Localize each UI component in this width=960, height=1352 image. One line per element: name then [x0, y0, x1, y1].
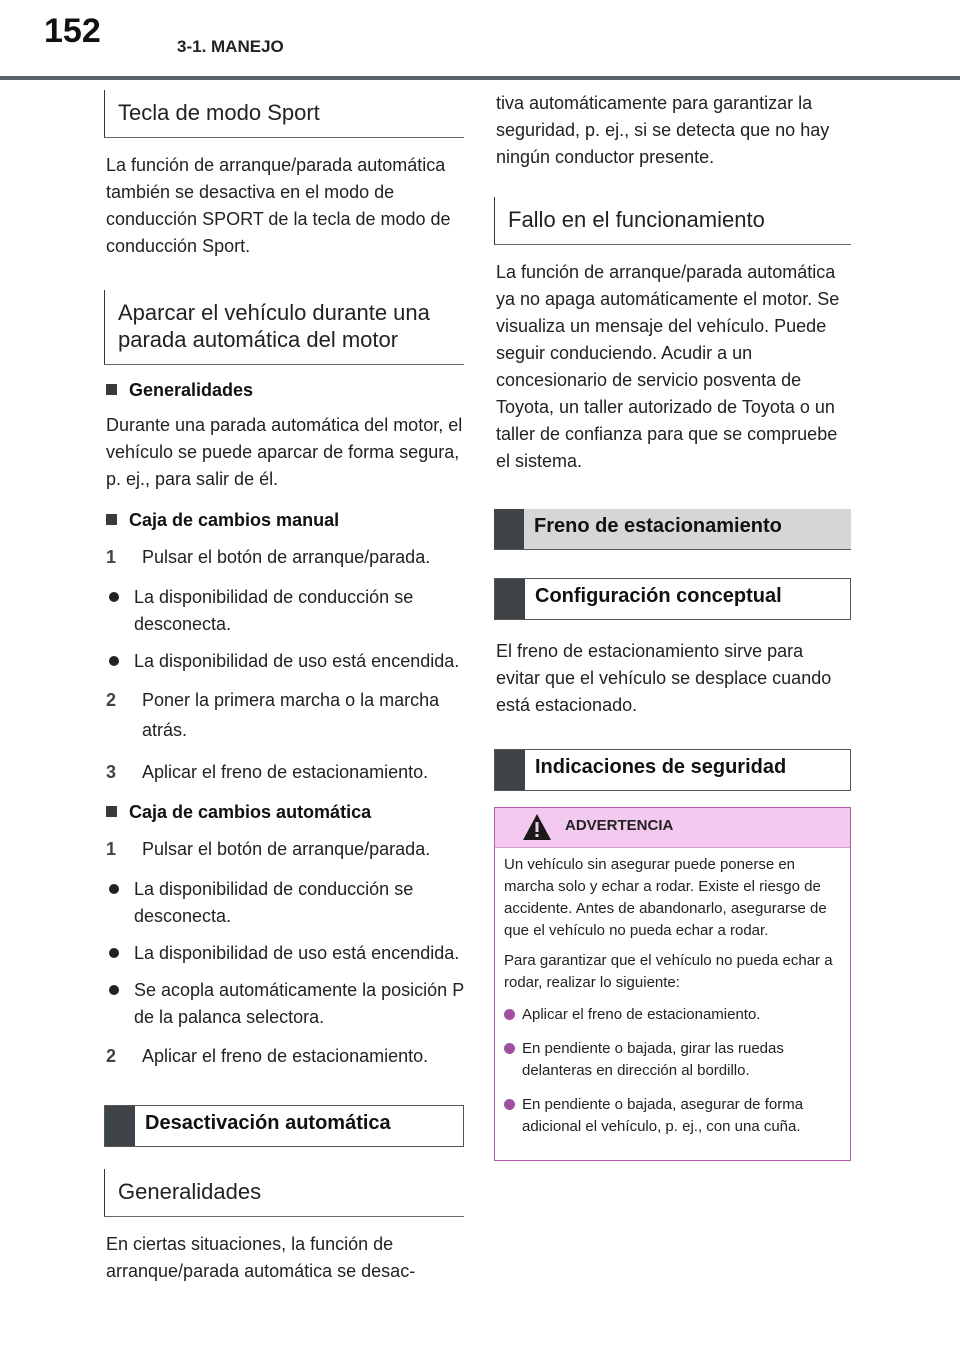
general-title-text: Generalidades	[129, 380, 254, 400]
continued-text: tiva automáticamente para garantizar la seguridad, p. ej., si se detecta que no hay ningún conductor presente.	[496, 93, 830, 167]
step-text: Aplicar el freno de estacionamiento.	[142, 1046, 429, 1066]
auto-title-text: Caja de cambios automática	[129, 802, 372, 822]
warning-triangle-icon	[522, 813, 552, 841]
step-number: 1	[106, 547, 117, 567]
section-title: 3-1. MANEJO	[177, 37, 284, 56]
manual-transmission-title	[106, 507, 464, 534]
manual-step	[106, 685, 464, 745]
heading-bar	[495, 579, 525, 619]
heading-bar	[495, 750, 525, 790]
bullet-dot-icon	[109, 884, 119, 894]
right-column	[494, 90, 851, 1161]
safety-heading	[494, 749, 851, 791]
left-column	[104, 90, 464, 1299]
bullet-dot-icon	[109, 592, 119, 602]
manual-bullet	[106, 648, 464, 675]
step-text: Pulsar el botón de arranque/parada.	[142, 839, 431, 859]
heading-text: Configuración conceptual	[535, 585, 782, 607]
auto-bullet	[106, 977, 464, 1031]
header-rule	[0, 76, 960, 80]
bullet-text: En pendiente o bajada, asegurar de forma adicional el vehículo, p. ej., con una cuña.	[522, 1096, 804, 1135]
square-bullet-icon	[106, 514, 117, 525]
heading-text: Freno de estacionamiento	[534, 515, 782, 537]
general-text: Durante una parada automática del motor, el vehículo se puede aparcar de forma segura, p. ej., para salir de él.	[106, 415, 463, 489]
bullet-text: La disponibilidad de uso está encendida.	[134, 651, 460, 671]
heading-bar	[494, 509, 524, 549]
warning-bullet	[504, 1094, 840, 1138]
general-heading-2: Generalidades	[104, 1169, 464, 1217]
bullet-dot-icon	[109, 948, 119, 958]
warning-title: ADVERTENCIA	[565, 817, 674, 834]
manual-title-text: Caja de cambios manual	[129, 510, 340, 530]
auto-step	[106, 834, 464, 864]
bullet-text: En pendiente o bajada, girar las ruedas delanteras en dirección al bordillo.	[522, 1040, 784, 1079]
bullet-text: La disponibilidad de conducción se desconecta.	[134, 879, 414, 926]
heading-text: Desactivación automática	[145, 1112, 391, 1134]
bullet-dot-icon	[109, 985, 119, 995]
page-header	[0, 0, 960, 80]
page-number: 152	[44, 12, 101, 50]
square-bullet-icon	[106, 806, 117, 817]
auto-deactivation-heading	[104, 1105, 464, 1147]
auto-bullet	[106, 876, 464, 930]
manual-step	[106, 542, 464, 572]
heading-text: Indicaciones de seguridad	[535, 756, 787, 778]
bullet-text: La disponibilidad de conducción se desconecta.	[134, 587, 414, 634]
square-bullet-icon	[106, 384, 117, 395]
bullet-text: Se acopla automáticamente la posición P de la palanca selectora.	[134, 980, 464, 1027]
warning-paragraph: Un vehículo sin asegurar puede ponerse en marcha solo y echar a rodar. Existe el riesgo de accidente. Antes de abandonarlo, asegurarse de que el vehículo no pueda echar a rodar.	[504, 856, 827, 939]
step-text: Aplicar el freno de estacionamiento.	[142, 762, 429, 782]
step-number: 2	[106, 1046, 117, 1066]
parking-heading: Aparcar el vehículo durante una parada automática del motor	[104, 290, 464, 365]
warning-paragraph: Para garantizar que el vehículo no pueda echar a rodar, realizar lo siguiente:	[504, 952, 833, 991]
concept-text: El freno de estacionamiento sirve para evitar que el vehículo se desplace cuando está estacionado.	[496, 641, 832, 715]
auto-bullet	[106, 940, 464, 967]
warning-body	[495, 848, 850, 1160]
bullet-text: Aplicar el freno de estacionamiento.	[522, 1006, 761, 1023]
bullet-text: La disponibilidad de uso está encendida.	[134, 943, 460, 963]
manual-step	[106, 757, 464, 787]
manual-bullet	[106, 584, 464, 638]
step-number: 3	[106, 762, 117, 782]
malfunction-heading: Fallo en el funcionamiento	[494, 197, 851, 245]
warning-header	[495, 808, 850, 848]
step-number: 2	[106, 690, 117, 710]
bullet-dot-icon	[504, 1043, 515, 1054]
bullet-dot-icon	[504, 1099, 515, 1110]
step-text: Poner la primera marcha o la marcha atrás.	[142, 690, 440, 740]
general-title	[106, 377, 464, 404]
warning-bullet	[504, 1038, 840, 1082]
concept-heading	[494, 578, 851, 620]
sport-mode-heading: Tecla de modo Sport	[104, 90, 464, 138]
step-text: Pulsar el botón de arranque/parada.	[142, 547, 431, 567]
sport-mode-text: La función de arranque/parada automática también se desactiva en el modo de conducción SPORT de la tecla de modo de conducción Sport.	[106, 155, 451, 256]
heading-bar	[105, 1106, 135, 1146]
parking-brake-heading	[494, 509, 851, 550]
malfunction-text: La función de arranque/parada automática ya no apaga automáticamente el motor. Se visualiza un mensaje del vehículo. Puede seguir conduciendo. Acudir a un concesionario de servicio posventa de Toyota, un taller autorizado de Toyota o un taller de confianza para que se compruebe el sistema.	[496, 262, 840, 471]
warning-box	[494, 807, 851, 1161]
step-number: 1	[106, 839, 117, 859]
warning-bullet	[504, 1004, 840, 1026]
bullet-dot-icon	[109, 656, 119, 666]
automatic-transmission-title	[106, 799, 464, 826]
bullet-dot-icon	[504, 1009, 515, 1020]
auto-step	[106, 1041, 464, 1071]
general-text-2: En ciertas situaciones, la función de arranque/parada automática se desac-	[106, 1234, 416, 1281]
